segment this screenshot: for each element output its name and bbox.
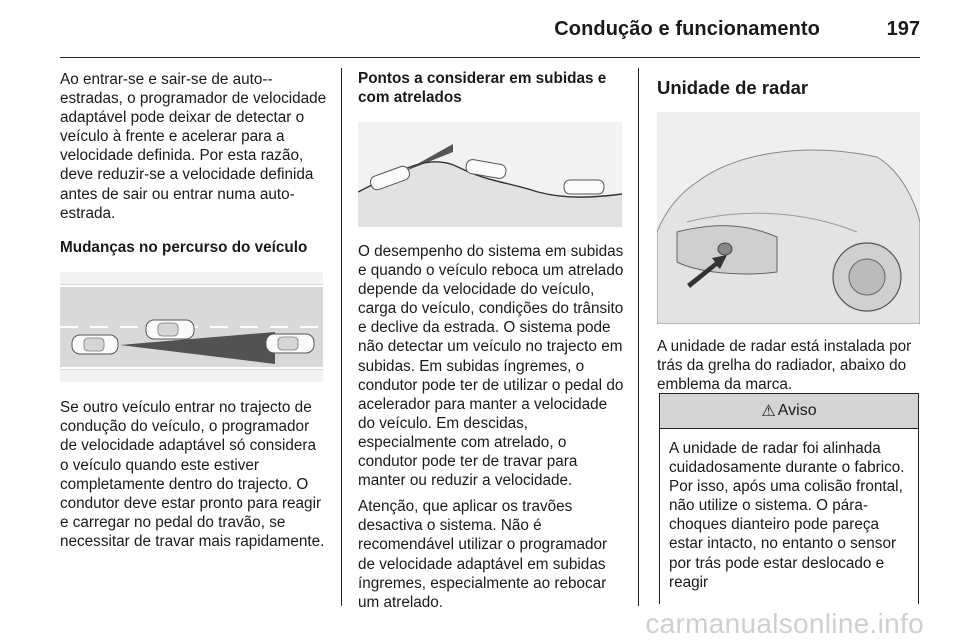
column-divider bbox=[638, 68, 639, 606]
radar-unit-illustration bbox=[657, 112, 920, 324]
column-3 bbox=[657, 70, 922, 394]
warning-box bbox=[659, 393, 919, 604]
car-icon bbox=[72, 335, 118, 354]
section-heading: Unidade de radar bbox=[657, 77, 809, 98]
paragraph: Ao entrar-se e sair-se de auto--estradas, o programador de velocidade adaptável pode deixar de detectar o veículo à frente e acelerar para a velocidade definida. Por esta razão, deve reduzir-se a velocidade definida antes de sair ou entrar numa auto-estrada. bbox=[60, 71, 327, 222]
warning-title: Aviso bbox=[777, 402, 817, 419]
paragraph: Atenção, que aplicar os travões desactiva o sistema. Não é recomendável utilizar o programador de velocidade adaptável em subidas íngremes, especialmente ao rebocar um atrelado. bbox=[358, 498, 608, 611]
section-heading: Mudanças no percurso do veículo bbox=[60, 238, 308, 256]
paragraph: A unidade de radar está instalada por trás da grelha do radiador, abaixo do emblema da marca. bbox=[657, 338, 912, 394]
car-icon bbox=[564, 180, 604, 194]
car-icon bbox=[146, 320, 194, 339]
slope-illustration bbox=[358, 122, 622, 227]
warning-header bbox=[660, 394, 918, 429]
paragraph: O desempenho do sistema em subidas e quando o veículo reboca um atrelado depende da velocidade do veículo, carga do veículo, condições do trânsito e declive da estrada. O sistema pode não detectar um veículo no trajecto em subidas. Em subidas íngremes, o condutor pode ter de utilizar o pedal do acelerador para manter a velocidade do veículo. Em descidas, especialmente com atrelado, o condutor pode ter de travar para manter ou reduzir a velocidade. bbox=[358, 243, 624, 490]
header-rule bbox=[60, 57, 920, 58]
lane-change-illustration bbox=[60, 272, 323, 382]
column-2 bbox=[358, 70, 626, 612]
column-1 bbox=[60, 70, 328, 551]
paragraph: Se outro veículo entrar no trajecto de condução do veículo, o programador de velocidade adaptável só considera o veículo quando este estiver completamente dentro do trajecto. O condutor deve estar pronto para reagir e carregar no pedal do travão, se necessitar de travar mais rapidamente. bbox=[60, 399, 325, 550]
watermark: carmanualsonline.info bbox=[645, 608, 924, 639]
chapter-title: Condução e funcionamento bbox=[554, 18, 820, 40]
warning-text: A unidade de radar foi alinhada cuidadosamente durante o fabrico. Por isso, após uma colisão frontal, não utilize o sistema. O pára-choques dianteiro pode pareça estar intacto, no entanto o sensor por trás pode estar deslocado e reagir bbox=[669, 440, 905, 591]
warning-body bbox=[660, 429, 918, 592]
car-icon bbox=[266, 334, 314, 353]
warning-triangle-icon: ⚠ bbox=[761, 403, 776, 420]
section-heading: Pontos a considerar em subidas e com atrelados bbox=[358, 70, 607, 106]
column-divider bbox=[341, 68, 342, 606]
page-number: 197 bbox=[886, 18, 920, 40]
